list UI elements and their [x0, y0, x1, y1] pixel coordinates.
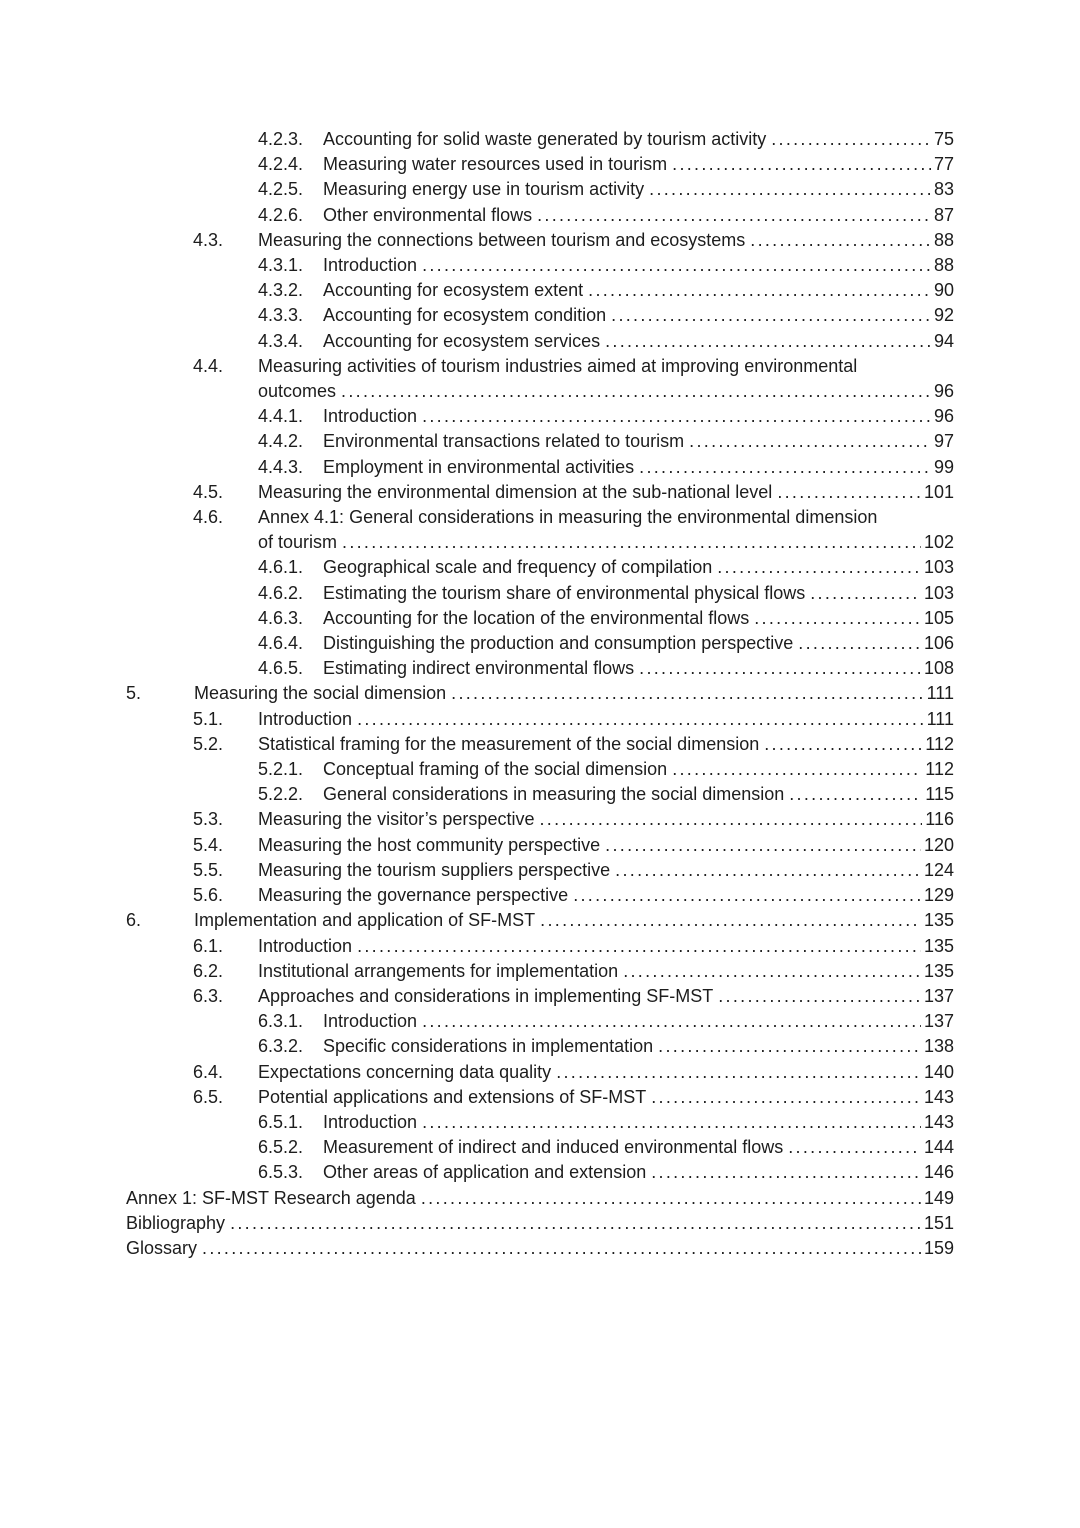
- dot-leader: [422, 404, 931, 429]
- toc-entry-page: 116: [925, 809, 954, 830]
- toc-entry[interactable]: [126, 807, 954, 832]
- toc-entry[interactable]: [126, 404, 954, 429]
- toc-entry-page: 149: [923, 1187, 954, 1208]
- toc-entry-number: 6.3.1.: [258, 1011, 304, 1032]
- toc-entry-page: 88: [933, 255, 954, 276]
- toc-entry[interactable]: [126, 228, 954, 253]
- toc-entry-title: Measuring the environmental dimension at the sub-national level: [258, 481, 773, 502]
- toc-entry-number: 4.4.3.: [258, 456, 304, 477]
- toc-entry-title: Introduction: [323, 255, 418, 276]
- toc-entry-title: Institutional arrangements for implementation: [258, 960, 619, 981]
- toc-entry-page: 106: [923, 633, 954, 654]
- dot-leader: [537, 203, 931, 228]
- toc-entry[interactable]: [126, 505, 954, 530]
- toc-entry-title: Measuring the social dimension: [194, 683, 447, 704]
- dot-leader: [798, 631, 921, 656]
- toc-entry-page: 140: [923, 1061, 954, 1082]
- toc-entry-number: 6.: [126, 910, 142, 931]
- toc-entry[interactable]: [126, 707, 954, 732]
- dot-leader: [651, 1085, 921, 1110]
- dot-leader: [615, 858, 921, 883]
- toc-entry-number: 6.1.: [193, 935, 224, 956]
- toc-entry-title: Annex 4.1: General considerations in measuring the environmental dimension: [258, 507, 878, 528]
- dot-leader: [230, 1211, 921, 1236]
- toc-entry[interactable]: [126, 1211, 954, 1236]
- toc-entry-number: 4.6.4.: [258, 633, 304, 654]
- dot-leader: [810, 581, 921, 606]
- dot-leader: [341, 379, 931, 404]
- toc-entry-page: 111: [926, 683, 954, 704]
- toc-entry[interactable]: [126, 1009, 954, 1034]
- dot-leader: [639, 656, 921, 681]
- toc-entry-page: 111: [926, 708, 954, 729]
- dot-leader: [651, 1160, 921, 1185]
- toc-entry-number: 5.2.2.: [258, 784, 304, 805]
- dot-leader: [639, 455, 931, 480]
- toc-entry-page: 75: [933, 129, 954, 149]
- toc-entry-number: 6.5.: [193, 1086, 224, 1107]
- toc-entry-page: 112: [925, 733, 954, 754]
- toc-entry[interactable]: [126, 959, 954, 984]
- toc-entry-page: 101: [923, 481, 954, 502]
- toc-entry-number: 4.3.: [193, 229, 224, 250]
- toc-entry[interactable]: [126, 1236, 954, 1261]
- dot-leader: [777, 480, 921, 505]
- toc-entry[interactable]: [126, 555, 954, 580]
- toc-entry-number: 4.6.2.: [258, 582, 304, 603]
- toc-entry[interactable]: [126, 606, 954, 631]
- toc-entry-title: Employment in environmental activities: [323, 456, 635, 477]
- toc-entry-number: 5.4.: [193, 834, 224, 855]
- toc-entry-title: Introduction: [258, 708, 353, 729]
- toc-entry-number: 5.2.1.: [258, 759, 304, 780]
- toc-entry[interactable]: [126, 530, 954, 555]
- dot-leader: [754, 606, 921, 631]
- toc-entry-title: Introduction: [258, 935, 353, 956]
- toc-entry[interactable]: [126, 354, 954, 379]
- toc-entry-page: 143: [923, 1086, 954, 1107]
- toc-entry[interactable]: [126, 1110, 954, 1135]
- toc-entry-title: Geographical scale and frequency of compilation: [323, 557, 713, 578]
- toc-entry-page: 87: [933, 204, 954, 225]
- toc-entry[interactable]: [126, 480, 954, 505]
- dot-leader: [588, 278, 931, 303]
- toc-entry-title: Accounting for ecosystem condition: [323, 305, 607, 326]
- dot-leader: [789, 782, 922, 807]
- toc-entry-number: 6.3.: [193, 985, 224, 1006]
- toc-entry-number: 4.6.1.: [258, 557, 304, 578]
- dot-leader: [422, 253, 931, 278]
- toc-entry-page: 120: [923, 834, 954, 855]
- toc-entry-title: Statistical framing for the measurement of the social dimension: [258, 733, 760, 754]
- toc-entry-title: Distinguishing the production and consumption perspective: [323, 633, 794, 654]
- toc-entry[interactable]: [126, 732, 954, 757]
- toc-entry-page: 77: [933, 154, 954, 175]
- toc-entry-page: 102: [923, 532, 954, 553]
- toc-entry-title: Measurement of indirect and induced environmental flows: [323, 1137, 784, 1158]
- toc-entry-title: Potential applications and extensions of SF-MST: [258, 1086, 647, 1107]
- toc-entry-number: 6.5.1.: [258, 1111, 304, 1132]
- toc-entry-page: 92: [933, 305, 954, 326]
- dot-leader: [357, 934, 921, 959]
- toc-entry-title: Other environmental flows: [323, 204, 533, 225]
- toc-entry-page: 135: [923, 910, 954, 931]
- toc-entry-page: 143: [923, 1111, 954, 1132]
- toc-entry[interactable]: [126, 631, 954, 656]
- toc-entry[interactable]: [126, 757, 954, 782]
- toc-entry-page: 83: [933, 179, 954, 200]
- dot-leader: [422, 1009, 921, 1034]
- dot-leader: [689, 429, 931, 454]
- toc-entry-title: Measuring the visitor’s perspective: [258, 809, 535, 830]
- dot-leader: [357, 707, 924, 732]
- toc-entry-number: 6.4.: [193, 1061, 224, 1082]
- table-of-contents: [0, 127, 1080, 1261]
- toc-entry-title: Measuring activities of tourism industries aimed at improving environmental: [258, 355, 858, 376]
- toc-entry-title: Conceptual framing of the social dimension: [323, 759, 668, 780]
- dot-leader: [750, 228, 931, 253]
- toc-entry-title: Bibliography: [126, 1212, 226, 1233]
- toc-entry-page: 115: [925, 784, 954, 805]
- toc-entry[interactable]: [126, 379, 954, 404]
- toc-entry[interactable]: [126, 278, 954, 303]
- toc-entry[interactable]: [126, 303, 954, 328]
- dot-leader: [672, 152, 931, 177]
- dot-leader: [717, 555, 921, 580]
- toc-entry-page: 151: [923, 1212, 954, 1233]
- dot-leader: [605, 833, 921, 858]
- dot-leader: [556, 1060, 921, 1085]
- toc-entry[interactable]: [126, 782, 954, 807]
- toc-entry-title: Glossary: [126, 1237, 198, 1258]
- toc-entry-page: 94: [933, 330, 954, 351]
- toc-entry-page: 99: [933, 456, 954, 477]
- toc-entry-title: Measuring the connections between tourism and ecosystems: [258, 229, 746, 250]
- toc-entry-page: 135: [923, 935, 954, 956]
- toc-entry-title: outcomes: [258, 381, 337, 402]
- dot-leader: [342, 530, 921, 555]
- toc-entry-number: 5.2.: [193, 733, 224, 754]
- dot-leader: [539, 807, 922, 832]
- toc-entry[interactable]: [126, 581, 954, 606]
- toc-entry-title: Measuring energy use in tourism activity: [323, 179, 645, 200]
- toc-entry-number: 5.5.: [193, 859, 224, 880]
- toc-entry[interactable]: [126, 833, 954, 858]
- dot-leader: [421, 1186, 921, 1211]
- toc-entry-number: 4.2.6.: [258, 204, 304, 225]
- dot-leader: [771, 127, 931, 152]
- toc-entry-title: Measuring the tourism suppliers perspective: [258, 859, 611, 880]
- dot-leader: [788, 1135, 921, 1160]
- toc-entry-number: 4.6.3.: [258, 607, 304, 628]
- dot-leader: [605, 329, 931, 354]
- toc-entry[interactable]: [126, 883, 954, 908]
- dot-leader: [623, 959, 921, 984]
- toc-entry-title: Accounting for ecosystem services: [323, 330, 601, 351]
- toc-entry-number: 4.2.4.: [258, 154, 304, 175]
- toc-entry-number: 6.5.2.: [258, 1137, 304, 1158]
- toc-entry-page: 108: [923, 658, 954, 679]
- toc-entry[interactable]: [126, 455, 954, 480]
- toc-entry-page: 112: [925, 759, 954, 780]
- toc-entry-number: 6.5.3.: [258, 1162, 304, 1183]
- toc-entry-page: 137: [923, 985, 954, 1006]
- toc-entry-page: 90: [933, 280, 954, 301]
- toc-entry-title: Implementation and application of SF-MST: [194, 910, 536, 931]
- dot-leader: [202, 1236, 921, 1261]
- toc-entry[interactable]: [126, 253, 954, 278]
- toc-entry-page: 138: [923, 1036, 954, 1057]
- dot-leader: [451, 681, 923, 706]
- toc-entry-page: 105: [923, 607, 954, 628]
- toc-entry-page: 88: [933, 229, 954, 250]
- toc-entry-number: 4.6.5.: [258, 658, 304, 679]
- toc-entry[interactable]: [126, 429, 954, 454]
- toc-entry[interactable]: [126, 1034, 954, 1059]
- toc-entry-title: Measuring the governance perspective: [258, 885, 569, 906]
- toc-entry[interactable]: [126, 681, 954, 706]
- toc-entry[interactable]: [126, 1060, 954, 1085]
- toc-entry[interactable]: [126, 858, 954, 883]
- dot-leader: [540, 908, 921, 933]
- toc-entry-number: 5.3.: [193, 809, 224, 830]
- toc-entry-title: Measuring water resources used in tourism: [323, 154, 668, 175]
- toc-entry[interactable]: [126, 127, 954, 152]
- dot-leader: [658, 1034, 921, 1059]
- toc-entry[interactable]: [126, 203, 954, 228]
- toc-entry-page: 96: [933, 406, 954, 427]
- toc-entry-title: Expectations concerning data quality: [258, 1061, 552, 1082]
- toc-entry[interactable]: [126, 1135, 954, 1160]
- toc-entry[interactable]: [126, 984, 954, 1009]
- toc-entry-page: 146: [923, 1162, 954, 1183]
- toc-entry-page: 159: [923, 1237, 954, 1258]
- toc-entry[interactable]: [126, 1160, 954, 1185]
- toc-entry-title: Introduction: [323, 406, 418, 427]
- toc-entry-number: 4.4.1.: [258, 406, 304, 427]
- dot-leader: [573, 883, 921, 908]
- toc-entry-title: Measuring the host community perspective: [258, 834, 601, 855]
- toc-entry-title: Estimating indirect environmental flows: [323, 658, 635, 679]
- toc-entry-title: of tourism: [258, 532, 338, 553]
- toc-entry-page: 135: [923, 960, 954, 981]
- toc-entry[interactable]: [126, 177, 954, 202]
- toc-entry-title: General considerations in measuring the social dimension: [323, 784, 785, 805]
- toc-entry[interactable]: [126, 1085, 954, 1110]
- toc-entry-title: Introduction: [323, 1011, 418, 1032]
- dot-leader: [764, 732, 922, 757]
- toc-entry-number: 4.3.2.: [258, 280, 304, 301]
- toc-entry-number: 4.2.5.: [258, 179, 304, 200]
- toc-entry-number: 5.6.: [193, 885, 224, 906]
- toc-entry-page: 97: [933, 431, 954, 452]
- toc-entry-number: 4.6.: [193, 507, 224, 528]
- toc-entry-title: Accounting for ecosystem extent: [323, 280, 584, 301]
- toc-entry[interactable]: [126, 908, 954, 933]
- toc-entry[interactable]: [126, 1186, 954, 1211]
- toc-entry-title: Specific considerations in implementation: [323, 1036, 654, 1057]
- toc-entry-number: 4.3.4.: [258, 330, 304, 351]
- toc-entry-page: 124: [923, 859, 954, 880]
- toc-entry-page: 96: [933, 381, 954, 402]
- dot-leader: [649, 177, 931, 202]
- toc-entry-title: Other areas of application and extension: [323, 1162, 647, 1183]
- dot-leader: [672, 757, 922, 782]
- toc-entry-number: 4.3.3.: [258, 305, 304, 326]
- toc-entry-number: 4.2.3.: [258, 129, 304, 149]
- toc-entry-number: 6.3.2.: [258, 1036, 304, 1057]
- dot-leader: [422, 1110, 921, 1135]
- toc-entry-title: Accounting for solid waste generated by tourism activity: [323, 129, 767, 149]
- toc-entry-page: 137: [923, 1011, 954, 1032]
- toc-entry-title: Introduction: [323, 1111, 418, 1132]
- toc-entry-title: Annex 1: SF-MST Research agenda: [126, 1187, 416, 1208]
- toc-entry-page: 103: [923, 582, 954, 603]
- toc-entry[interactable]: [126, 329, 954, 354]
- toc-entry-page: 129: [923, 885, 954, 906]
- toc-entry-number: 5.: [126, 683, 142, 704]
- toc-entry-title: Approaches and considerations in implementing SF-MST: [258, 985, 714, 1006]
- toc-entry-page: 144: [923, 1137, 954, 1158]
- toc-entry-number: 4.3.1.: [258, 255, 304, 276]
- toc-entry-title: Estimating the tourism share of environmental physical flows: [323, 582, 806, 603]
- toc-entry-page: 103: [923, 557, 954, 578]
- toc-entry-number: 4.4.2.: [258, 431, 304, 452]
- toc-entry-number: 6.2.: [193, 960, 224, 981]
- toc-entry[interactable]: [126, 934, 954, 959]
- toc-entry-title: Accounting for the location of the environmental flows: [323, 607, 750, 628]
- toc-entry[interactable]: [126, 656, 954, 681]
- toc-entry-number: 4.5.: [193, 481, 224, 502]
- toc-entry[interactable]: [126, 152, 954, 177]
- dot-leader: [611, 303, 931, 328]
- dot-leader: [718, 984, 921, 1009]
- toc-entry-number: 5.1.: [193, 708, 224, 729]
- toc-entry-title: Environmental transactions related to tourism: [323, 431, 685, 452]
- toc-entry-number: 4.4.: [193, 355, 224, 376]
